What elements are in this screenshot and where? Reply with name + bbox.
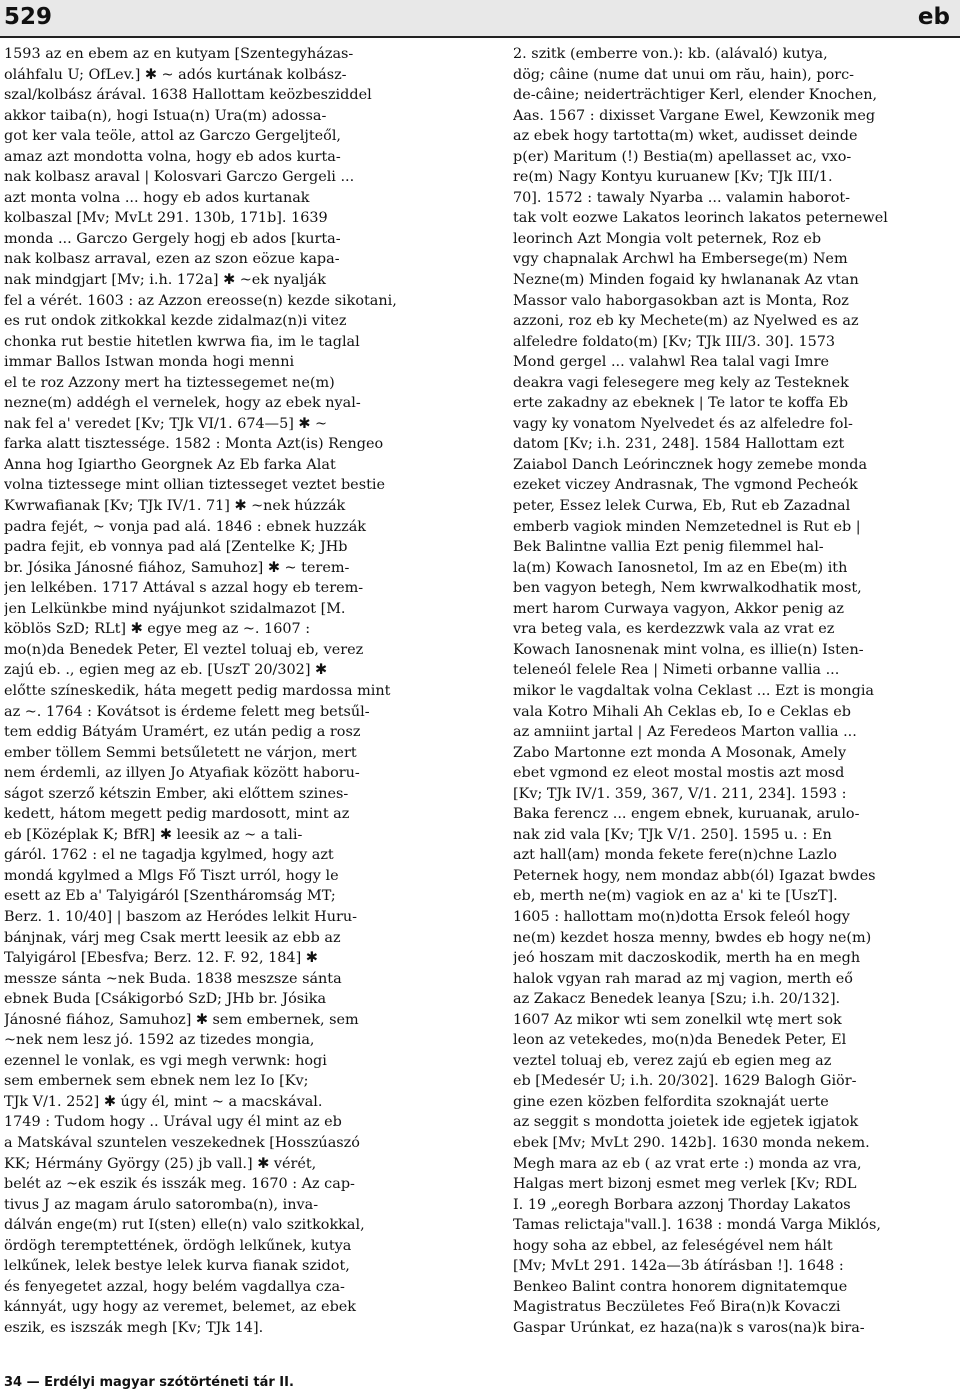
text-line: ezennel le vonlak, es vgi megh verwnk: hogi <box>4 1052 327 1069</box>
text-line: Bek Balintne vallia Ezt penig filemmel hal- <box>513 539 824 556</box>
text-line: nak zid vala [Kv; TJk V/1. 250]. 1595 u. : En <box>513 826 832 843</box>
text-line: re(m) Nagy Kontyu kuruanew [Kv; TJk III/1. <box>513 169 833 186</box>
text-line: azzoni, roz eb ky Mechete(m) az Nyelwed es az <box>513 313 859 330</box>
text-line: Talyigárol [Ebesfva; Berz. 12. F. 92, 184] ✱ <box>4 950 318 967</box>
text-line: a Matskával szuntelen veszekednek [Hosszúaszó <box>4 1134 360 1151</box>
text-line: el te roz Azzony mert ha tiztessegemet ne(m) <box>4 374 335 391</box>
text-line: de-câine; neiderträchtiger Kerl, elender Knochen, <box>513 87 878 104</box>
text-line: tem eddig Bátyám Uramért, ez után pedig a rosz <box>4 724 361 741</box>
running-headword: eb <box>917 4 950 30</box>
text-line: kánnyát, ugy hogy az veremet, belemet, az ebek <box>4 1299 357 1316</box>
text-line: KK; Hérmány György (25) jb vall.] ✱ vérét, <box>4 1155 317 1172</box>
text-line: eb [Középlak K; BfR] ✱ leesik az ~ a tali- <box>4 826 303 843</box>
text-line: chonka rut bestie hitetlen kwrwa fia, im le taglal <box>4 333 360 350</box>
text-line: jen lelkében. 1717 Attával s azzal hogy eb terem- <box>4 580 364 597</box>
text-line: nak kolbasz araval | Kolosvari Garczo Gergeli ... <box>4 169 355 186</box>
text-line: az seggit s mondotta joietek ide egjetek igjatok <box>513 1114 859 1131</box>
text-line: az ebek hogy tartotta(m) wket, audisset deinde <box>513 128 858 145</box>
text-line: vala Kotro Mihali Ah Ceklas eb, Io e Ceklas eb <box>513 703 851 720</box>
text-line: eszik, es iszszák megh [Kv; TJk 14]. <box>4 1319 264 1336</box>
text-line: nezne(m) addégh el vernelek, hogy az ebek nyal- <box>4 395 361 412</box>
text-line: ebet vgmond ez eleot mostal mostis azt mosd <box>513 765 845 782</box>
text-line: nem érdemli, az illyen Jo Atyafiak között haboru- <box>4 765 360 782</box>
right-column <box>513 44 960 1338</box>
page-number: 529 <box>4 4 53 30</box>
text-line: mert harom Curwaya vagyon, Akkor penig az <box>513 600 844 617</box>
text-line: ebnek Buda [Csákigorbó SzD; JHb br. Jósika <box>4 991 327 1008</box>
text-line: br. Jósika Jánosné fiához, Samuhoz] ✱ ~ terem- <box>4 559 350 576</box>
text-line: eb, merth ne(m) vagiok en az a' ki te [UszT]. <box>513 888 838 905</box>
text-line: 1593 az en ebem az en kutyam [Szentegyházas- <box>4 46 354 62</box>
text-line: dálván enge(m) rut I(sten) elle(n) valo szitkokkal, <box>4 1217 365 1234</box>
text-line: Nezne(m) Minden fogaid ky hwlananak Az vtan <box>513 272 859 289</box>
text-line: Halgas mert bizonj esmet meg verlek [Kv; RDL <box>513 1176 857 1193</box>
text-line: got ker vala teöle, attol az Garczo Gergeljteől, <box>4 128 341 145</box>
text-line: messze sánta ~nek Buda. 1838 meszsze sánta <box>4 970 342 987</box>
text-line: Tamas relictaja"vall.]. 1638 : mondá Varga Miklós, <box>513 1217 881 1234</box>
text-line: gáról. 1762 : el ne tagadja kgylmed, hogy azt <box>4 847 334 864</box>
text-line: deakra vagi felesegere meg kely az Testeknek <box>513 374 849 391</box>
text-line: Aas. 1567 : dixisset Vargane Ewel, Kewzonik meg <box>513 107 876 124</box>
text-line: kedett, hátom megett pedig mardosott, mint az <box>4 806 350 823</box>
text-line: mikor le vagdaltak volna Ceklast ... Ezt is mongia <box>513 682 875 699</box>
text-line: kolbaszal [Mv; MvLt 291. 130b, 171b]. 1639 <box>4 210 328 227</box>
text-line: nak kolbasz arraval, ezen az szon eözue kapa- <box>4 251 340 268</box>
text-line: ságot szerző kétszin Ember, aki előttem szines- <box>4 785 349 802</box>
text-line: 1749 : Tudom hogy .. Urával ugy él mint az eb <box>4 1114 342 1131</box>
text-line: 2. szitk (emberre von.): kb. (alávaló) kutya, <box>513 46 828 62</box>
text-line: leorinch Azt Mongia volt peternek, Roz eb <box>513 230 822 247</box>
text-line: ezeket viczey Andrasnak, The vgmond Pecheók <box>513 477 858 494</box>
left-column <box>4 44 456 1338</box>
text-line: szal/kolbász árával. 1638 Hallottam keözbesziddel <box>4 87 372 104</box>
header-rule <box>0 36 960 38</box>
text-line: alfeledre foldato(m) [Kv; TJk III/3. 30]. 1573 <box>513 333 836 350</box>
text-line: ne(m) kezdet hosza menny, bwdes eb hogy ne(m) <box>513 929 872 946</box>
text-line: [Mv; MvLt 291. 142a—3b átírásban !]. 1648 : <box>513 1258 844 1275</box>
text-line: Anna hog Igiartho Georgnek Az Eb farka Alat <box>4 456 336 473</box>
text-line: nak mindgjart [Mv; i.h. 172a] ✱ ~ek nyalják <box>4 272 326 289</box>
text-line: fel a vérét. 1603 : az Azzon ereosse(n) kezde sikotani, <box>4 292 397 309</box>
text-line: volna tiztessege mint ollian tiztesseget veztet bestie <box>4 477 385 494</box>
text-line: oláhfalu U; OfLev.] ✱ ~ adós kurtának kolbász- <box>4 66 347 83</box>
text-line: azt monta volna ... hogy eb ados kurtanak <box>4 189 310 206</box>
text-line: 1605 : hallottam mo(n)dotta Ersok feleól hogy <box>513 908 850 925</box>
text-line: la(m) Kowach Ianosnetol, Im az en Ebe(m) ith <box>513 559 848 576</box>
text-line: mondá kgylmed a Mlgs Fő Tiszt urról, hogy le <box>4 867 339 884</box>
text-line: az ~. 1764 : Kovátsot is érdeme felett meg betsűl- <box>4 703 370 720</box>
text-line: Zaiabol Danch Leórincznek hogy zemebe monda <box>513 456 868 473</box>
text-line: Kwrwafianak [Kv; TJk IV/1. 71] ✱ ~nek húzzák <box>4 498 346 515</box>
text-line: köblös SzD; RLt] ✱ egye meg az ~. 1607 : <box>4 621 311 638</box>
text-line: 70]. 1572 : tawaly Nyarba ... valamin haborot- <box>513 189 850 206</box>
text-line: jen Lelkünkbe mind nyájunkot szidalmazot [M. <box>4 600 346 617</box>
text-line: Kowach Ianosnenak mint volna, es illie(n) Isten- <box>513 641 864 658</box>
text-line: Benkeo Balint contra honorem dignitatemque <box>513 1278 848 1295</box>
page-header <box>0 0 960 36</box>
text-line: 1607 Az mikor wti sem zonelkil wtę mert sok <box>513 1011 842 1028</box>
text-line: ~nek nem lesz jó. 1592 az tizedes mongia, <box>4 1032 315 1049</box>
text-line: TJk V/1. 252] ✱ úgy él, mint ~ a macskával. <box>4 1093 323 1110</box>
text-line: mo(n)da Benedek Peter, El veztel toluaj eb, verez <box>4 641 364 658</box>
text-line: eb [Medesér U; i.h. 20/302]. 1629 Balogh Giör- <box>513 1073 857 1090</box>
text-line: tak volt eozwe Lakatos leorinch lakatos peternewel <box>513 210 888 227</box>
text-line: immar Ballos Istwan monda hogi menni <box>4 354 295 371</box>
text-line: ebek [Mv; MvLt 290. 142b]. 1630 monda nekem. <box>513 1134 870 1151</box>
text-line: tivus J az magam árulo satoromba(n), inva- <box>4 1196 319 1213</box>
text-line: Gaspar Urúnkat, ez haza(na)k s varos(na)k bira- <box>513 1319 865 1336</box>
text-line: I. 19 „eoregh Borbara azzonj Thorday Lakatos <box>513 1196 851 1213</box>
text-line: erte zakadny az ebeknek | Te lator te koffa Eb <box>513 395 849 412</box>
text-line: gine ezen közben felfordita szoknaját uerte <box>513 1093 829 1110</box>
text-line: Berz. 1. 10/40] | baszom az Heródes lelkit Huru- <box>4 908 357 925</box>
text-line: peter, Essez lelek Curwa, Eb, Rut eb Zazadnal <box>513 498 851 515</box>
text-line: p(er) Maritum (!) Bestia(m) apellasset ac, vxo- <box>513 148 852 165</box>
text-line: akkor taiba(n), hogi Istua(n) Ura(m) adossa- <box>4 107 327 124</box>
text-line: ben vagyon betegh, Nem kwrwalkodhatik most, <box>513 580 862 597</box>
text-line: Megh mara az eb ( az vrat erte :) monda az vra, <box>513 1155 862 1172</box>
text-line: teleneól felele Rea | Nimeti orbanne vallia ... <box>513 662 840 679</box>
text-line: [Kv; TJk IV/1. 359, 367, V/1. 211, 234]. 1593 : <box>513 785 847 802</box>
text-line: hogy soha az ebbel, az feleségével nem hált <box>513 1237 833 1254</box>
text-line: leon az vetekedes, mo(n)da Benedek Peter, El <box>513 1032 847 1049</box>
text-line: vagy ky vonatom Nyelvedet és az alfeledre fol- <box>513 415 853 432</box>
text-line: halok vgyan rah marad az mj vagion, merth eő <box>513 970 853 987</box>
text-line: jeó hoszam mit daczoskodik, merth ha en megh <box>513 950 861 967</box>
text-line: az Zakacz Benedek leanya [Szu; i.h. 20/132]. <box>513 991 841 1008</box>
text-line: farka alatt tisztessége. 1582 : Monta Azt(is) Rengeo <box>4 436 384 453</box>
text-line: vgy chapnalak Archwl ha Embersege(m) Nem <box>513 251 848 268</box>
text-line: Mond gergel ... valahwl Rea talal vagi Imre <box>513 354 829 371</box>
text-line: lelkűnek, lelek bestye lelek kurva fianak szidot, <box>4 1258 350 1275</box>
text-line: belét az ~ek eszik és isszák meg. 1670 : Az cap- <box>4 1176 355 1193</box>
text-line: ördögh teremptettének, ördögh lelkűnek, kutya <box>4 1237 352 1254</box>
text-line: ember töllem Semmi betsűletett ne várjon, mert <box>4 744 357 761</box>
text-line: Magistratus Beczületes Feő Bira(n)k Kovaczi <box>513 1299 841 1316</box>
text-line: zajú eb. ., egien meg az eb. [UszT 20/302] ✱ <box>4 662 328 679</box>
text-line: datom [Kv; i.h. 231, 248]. 1584 Hallottam ezt <box>513 436 845 453</box>
text-line: emberb vagiok minden Nemzetednel is Rut eb | <box>513 518 861 535</box>
text-line: padra fejit, eb vonnya pad alá [Zentelke K; JHb <box>4 539 348 556</box>
text-line: padra fejét, ~ vonja pad alá. 1846 : ebnek huzzák <box>4 518 367 535</box>
text-line: monda ... Garczo Gergely hogj eb ados [kurta- <box>4 230 341 247</box>
text-line: bánjnak, várj meg Csak mertt leesik az ebb az <box>4 929 341 946</box>
text-line: Massor valo haborgasokban azt is Monta, Roz <box>513 292 849 309</box>
text-line: és fenyegetet azzal, hogy belém vagdallya cza- <box>4 1278 345 1295</box>
text-line: dög; câine (nume dat unui om rău, hain), porc- <box>513 66 855 83</box>
text-line: az amniint jartal | Az Feredeos Marton vallia ... <box>513 724 857 741</box>
page-footer: 34 — Erdélyi magyar szótörténeti tár II. <box>4 1375 294 1390</box>
text-line: Baka ferencz ... engem ebnek, kuruanak, arulo- <box>513 806 860 823</box>
text-line: vra beteg vala, es kerdezzwk vala az vrat ez <box>513 621 835 638</box>
text-line: es rut ondok zitkokkal kezde zidalmaz(n)i vitez <box>4 313 347 330</box>
text-line: amaz azt mondotta volna, hogy eb ados kurta- <box>4 148 341 165</box>
text-line: azt hall⟨am⟩ monda fekete fere(n)chne Lazlo <box>513 847 837 864</box>
text-line: előtte színeskedik, háta megett pedig mardossa mint <box>4 682 391 699</box>
text-line: Jánosné fiához, Samuhoz] ✱ sem embernek, sem <box>4 1011 359 1028</box>
text-line: Peternek hogy, nem mondaz abb(ól) Igazat bwdes <box>513 867 876 884</box>
text-line: sem embernek sem ebnek nem lez Io [Kv; <box>4 1073 309 1090</box>
text-line: esett az Eb a' Talyigáról [Szentháromság MT; <box>4 888 336 905</box>
text-line: Zabo Martonne ezt monda A Mosonak, Amely <box>513 744 847 761</box>
text-line: veztel toluaj eb, verez zajú eb egien meg az <box>513 1052 832 1069</box>
text-line: nak fel a' veredet [Kv; TJk VI/1. 674—5] ✱ ~ <box>4 415 328 432</box>
